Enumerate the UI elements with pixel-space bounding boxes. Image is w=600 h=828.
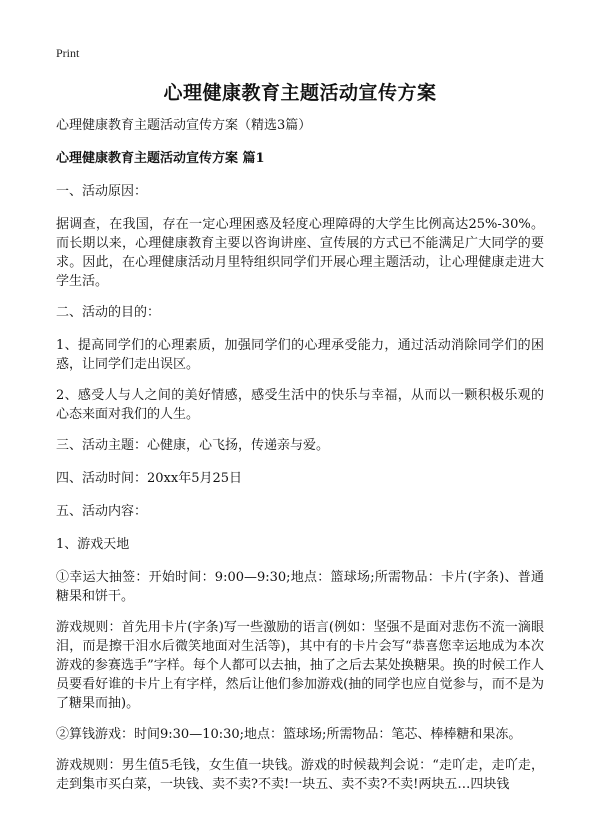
paragraph-purpose-1: 1、提高同学们的心理素质，加强同学们的心理承受能力，通过活动消除同学们的困惑，让同学们走出误区。 [56, 338, 544, 372]
document-subtitle: 心理健康教育主题活动宣传方案（精选3篇） [56, 118, 312, 133]
heading-content: 五、活动内容： [56, 504, 148, 519]
document-body [56, 116, 544, 806]
paragraph-reason: 据调查，在我国，存在一定心理困惑及轻度心理障碍的大学生比例高达25%-30%。而长期以来，心理健康教育主要以咨询讲座、宣传展的方式已不能满足广大同学的要求。因此，在心理健康活动月里特组织同学们开展心理主题活动，让心理健康走进大学生活。 [56, 217, 544, 289]
heading-theme: 三、活动主题：心健康，心飞扬，传递亲与爱。 [56, 438, 330, 453]
paragraph-lucky-draw-rules: 游戏规则：首先用卡片(字条)写一些激励的语言(例如：坚强不是面对悲伤不流一滴眼泪，而是擦干泪水后微笑地面对生活等)，其中有的卡片会写“恭喜您幸运地成为本次游戏的参赛选手”字样。每个人都可以去抽，抽了之后去某处换糖果。换的时候工作人员要看好谁的卡片上有字样，然后让他们参加游戏(抽的同学也应自觉参与，而不是为了糖果而抽)。 [56, 620, 544, 711]
paragraph-lucky-draw: ①幸运大抽签：开始时间：9:00—9:30;地点：篮球场;所需物品：卡片(字条)、普通糖果和饼干。 [56, 570, 544, 604]
print-label[interactable]: Print [56, 46, 80, 60]
heading-reason: 一、活动原因： [56, 184, 148, 199]
section-title: 心理健康教育主题活动宣传方案 篇1 [56, 151, 265, 166]
document-title: 心理健康教育主题活动宣传方案 [163, 82, 437, 104]
paragraph-money-game-rules: 游戏规则：男生值5毛钱，女生值一块钱。游戏的时候裁判会说：“走吖走，走吖走，走到集市买白菜，一块钱、卖不卖?不卖!一块五、卖不卖?不卖!两块五…四块钱 [56, 758, 544, 792]
heading-games: 1、游戏天地 [56, 537, 130, 552]
heading-purpose: 二、活动的目的： [56, 305, 161, 320]
paragraph-purpose-2: 2、感受人与人之间的美好情感，感受生活中的快乐与幸福，从而以一颗积极乐观的心态来面对我们的人生。 [56, 388, 544, 422]
paragraph-money-game: ②算钱游戏：时间9:30—10:30;地点：篮球场;所需物品：笔芯、棒棒糖和果冻。 [56, 727, 522, 742]
heading-time: 四、活动时间：20xx年5月25日 [56, 471, 243, 486]
